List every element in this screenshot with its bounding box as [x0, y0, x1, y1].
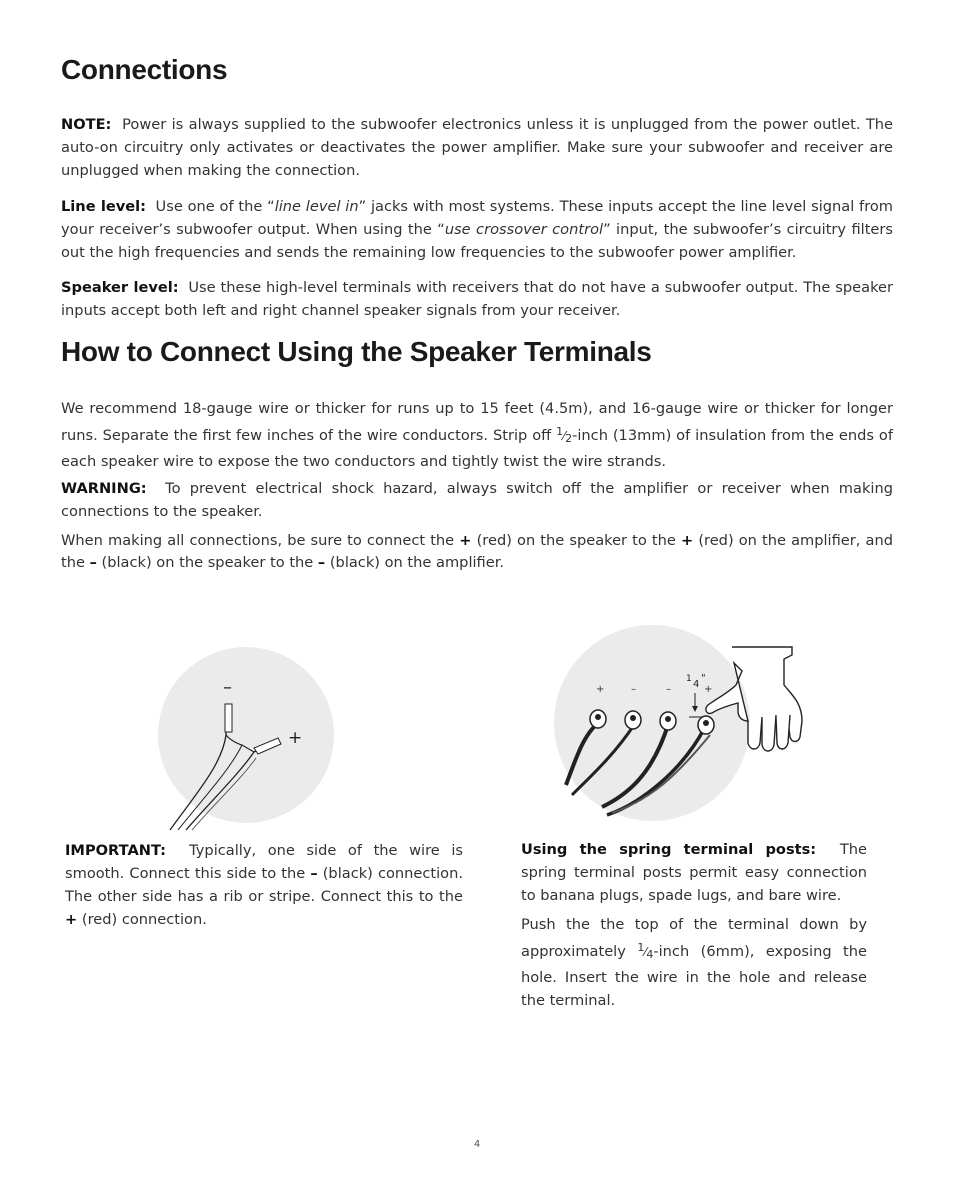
- terminal-post-2: [625, 711, 641, 729]
- heading-connections: Connections: [61, 54, 228, 85]
- speaker-level-label: Speaker level:: [61, 279, 179, 296]
- polarity-text-4: (black) on the speaker to the: [96, 554, 318, 571]
- wire-minus-label: –: [223, 677, 232, 698]
- speaker-wire-illustration: [150, 640, 350, 835]
- spring-terminal-text: The spring terminal posts permit easy connection to banana plugs, spade lugs, and bare wire.: [521, 841, 868, 904]
- wire-background-circle: [158, 647, 334, 823]
- plus-sign: +: [459, 532, 472, 549]
- speaker-level-text: Use these high-level terminals with receivers that do not have a subwoofer output. The speaker inputs accept both left and right channel speaker signals from your receiver.: [61, 279, 893, 319]
- warning-text: To prevent electrical shock hazard, always switch off the amplifier or receiver when making connections to the speaker.: [61, 480, 893, 520]
- line-level-text-2: ” jacks with most systems. These inputs accept the line level signal from your receiver’s subwoofer output. When using the “: [61, 198, 894, 238]
- line-level-label: Line level:: [61, 198, 146, 215]
- push-terminal-paragraph: [521, 913, 867, 1012]
- recommend-paragraph: [61, 397, 893, 473]
- push-text-2: -inch (6mm), exposing the hole. Insert the wire in the hole and release the terminal.: [521, 943, 867, 1009]
- important-paragraph: [65, 839, 463, 931]
- minus-sign: –: [89, 554, 97, 571]
- spring-terminal-paragraph: [521, 838, 867, 907]
- important-text-1: Typically, one side of the wire is smooth. Connect this side to the: [65, 842, 463, 882]
- important-text-2: (black) connection. The other side has a rib or stripe. Connect this to the: [65, 865, 464, 905]
- important-label: IMPORTANT:: [65, 842, 166, 859]
- plus-sign: +: [680, 532, 694, 549]
- page-number: 4: [473, 1139, 481, 1150]
- polarity-text-2: (red) on the speaker to the: [471, 532, 681, 549]
- negative-conductor: [225, 704, 232, 732]
- fraction-half: $^1⁄_2$: [556, 425, 573, 445]
- terminal-label-4: +: [704, 684, 713, 695]
- line-level-italic-2: use crossover control: [444, 221, 604, 238]
- push-text-1: Push the the top of the terminal down by approximately: [521, 916, 867, 960]
- important-text-3: (red) connection.: [77, 911, 207, 928]
- warning-paragraph: [61, 477, 893, 523]
- line-level-paragraph: [61, 195, 893, 264]
- polarity-text-3: (red) on the amplifier, and the: [61, 532, 893, 571]
- spring-terminal-label: Using the spring terminal posts:: [521, 841, 817, 858]
- terminal-post-4: [698, 716, 714, 734]
- terminal-label-2: –: [631, 684, 636, 695]
- fraction-num: 1: [556, 425, 564, 438]
- polarity-text-1: When making all connections, be sure to connect the: [61, 532, 460, 549]
- fraction-den: 2: [565, 432, 573, 445]
- terminal-post-1: [590, 710, 606, 728]
- note-label: NOTE:: [61, 116, 112, 133]
- line-level-italic-1: line level in: [274, 198, 359, 215]
- minus-sign: –: [310, 865, 318, 882]
- terminal-label-3: –: [666, 684, 671, 695]
- heading-speaker-terminals: How to Connect Using the Speaker Terminals: [61, 336, 652, 367]
- quarter-inch-den: 4: [693, 679, 700, 690]
- polarity-text-5: (black) on the amplifier.: [325, 554, 505, 571]
- spring-terminal-illustration: [552, 625, 852, 825]
- polarity-paragraph: [61, 530, 893, 574]
- quarter-inch-num: 1: [686, 674, 692, 684]
- terminal-post-3: [660, 712, 676, 730]
- fraction-quarter: $^1⁄_4$: [637, 941, 654, 961]
- minus-sign: –: [317, 554, 326, 571]
- fraction-num: 1: [637, 941, 645, 954]
- wire-plus-label: +: [288, 728, 303, 748]
- warning-label: WARNING:: [61, 480, 147, 497]
- fraction-den: 4: [646, 948, 654, 961]
- note-paragraph: [61, 113, 893, 182]
- note-text: Power is always supplied to the subwoofer electronics unless it is unplugged from the power outlet. The auto-on circuitry only activates or deactivates the power amplifier. Make sure your subwoofer and receiver are unplugged when making the connection.: [61, 116, 893, 179]
- terminal-label-1: +: [596, 684, 605, 695]
- speaker-level-paragraph: [61, 276, 893, 322]
- recommend-text-2: -inch (13mm) of insulation from the ends of each speaker wire to expose the two conductors and tightly twist the wire strands.: [61, 427, 894, 470]
- quarter-inch-mark: ": [701, 673, 706, 684]
- plus-sign: +: [65, 911, 78, 928]
- line-level-text-3: ” input, the subwoofer’s circuitry filters out the high frequencies and sends the remaining low frequencies to the subwoofer power amplifier.: [61, 221, 893, 261]
- recommend-text-1: We recommend 18-gauge wire or thicker for runs up to 15 feet (4.5m), and 16-gauge wire or thicker for longer runs. Separate the first few inches of the wire conductors. Strip off: [61, 400, 893, 444]
- line-level-text-1: Use one of the “: [155, 198, 275, 215]
